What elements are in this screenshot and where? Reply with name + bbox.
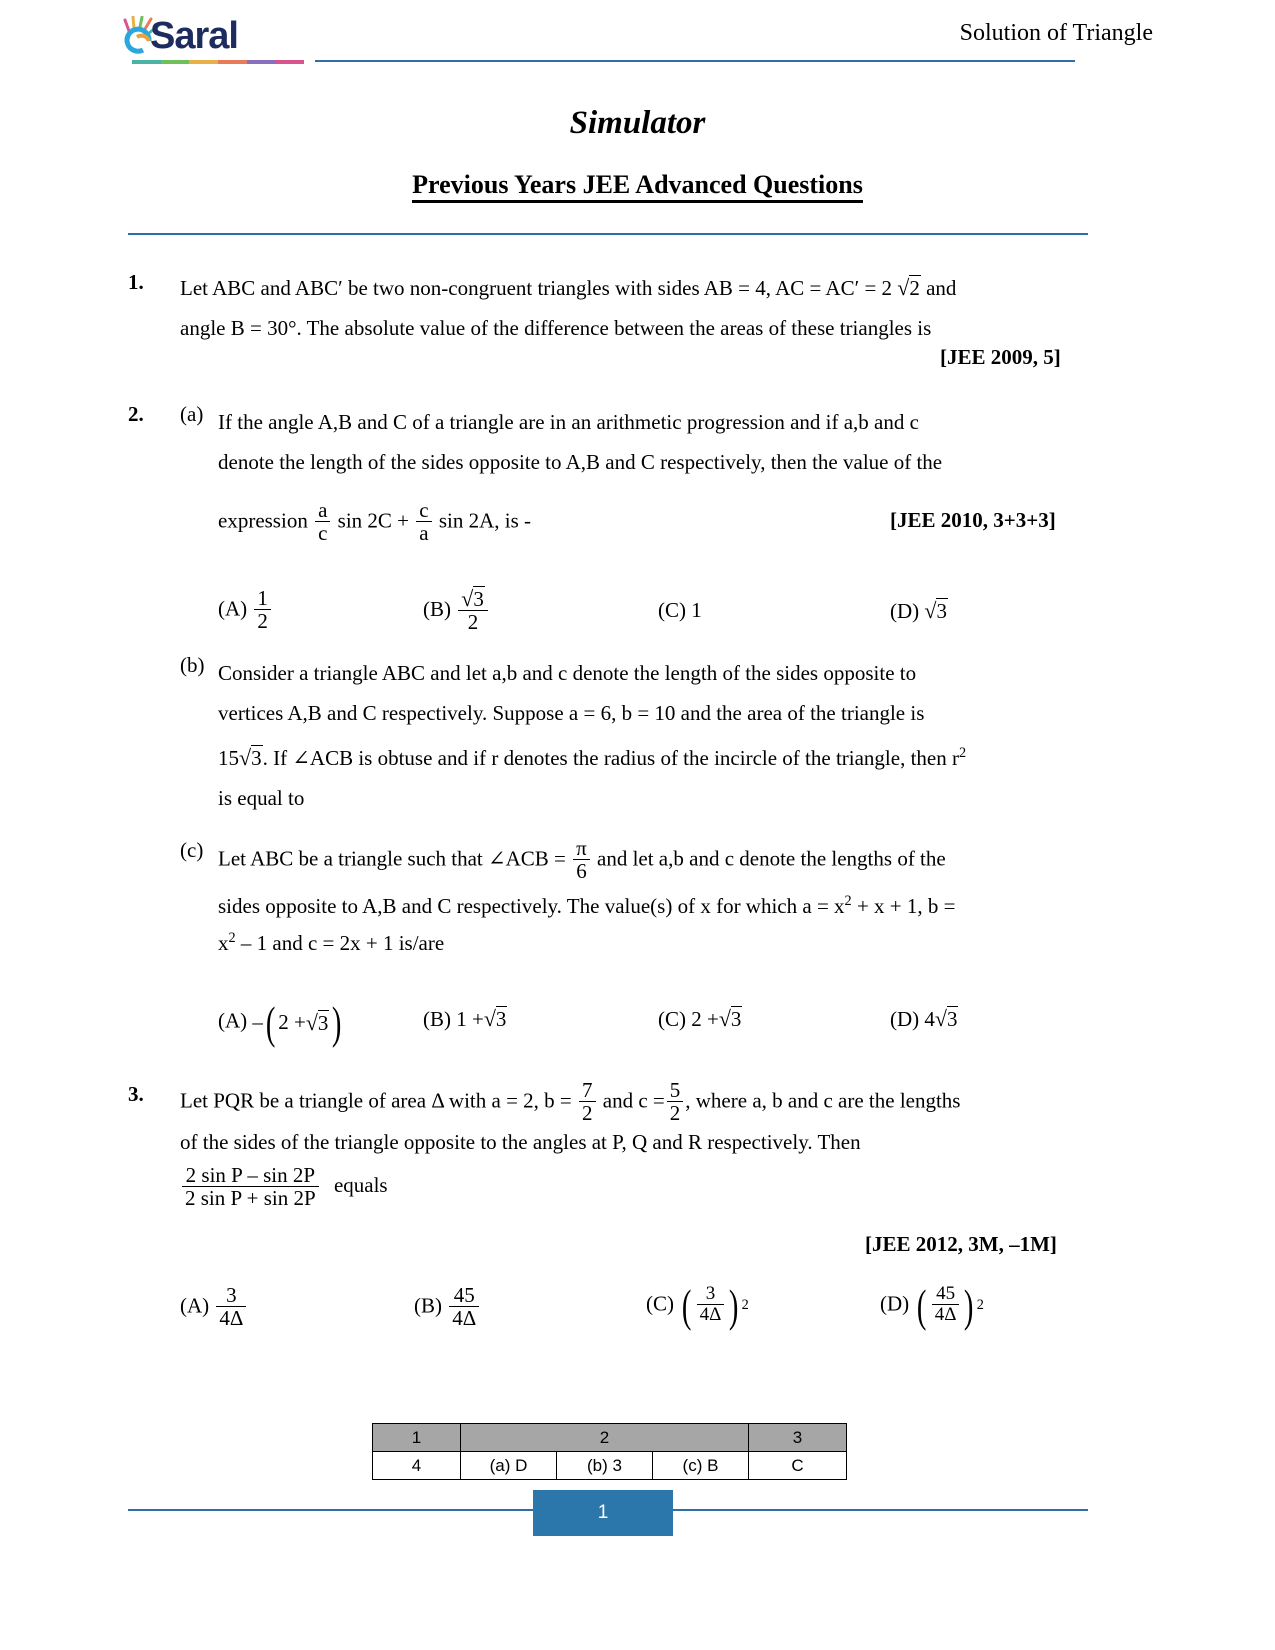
option-2a-B[interactable] (423, 588, 490, 634)
option-3-A[interactable] (180, 1285, 248, 1330)
option-2c-D-value: 4√3 (924, 1006, 958, 1031)
question-2a-text (218, 402, 1098, 482)
option-3-B-value: $\frac{45}{4\Delta}$ (449, 1284, 479, 1329)
q2b-line2: vertices A,B and C respectively. Suppose a = 6, b = 10 and the area of the triangle is (218, 701, 925, 725)
option-2a-D-value: √3 (924, 598, 947, 623)
option-2c-C-label: (C) (658, 1007, 686, 1031)
q3-frac-c: $\frac{5}{2}$ (667, 1079, 684, 1124)
question-2c-text (218, 838, 1098, 883)
option-3-C-label: (C) (646, 1291, 674, 1316)
q1-line1-a: Let ABC and ABC′ be two non-congruent triangles with sides AB = 4, AC = AC′ = 2 (180, 276, 893, 300)
question-2c-text-cont (218, 885, 1108, 959)
answer-header-3: 3 (749, 1424, 847, 1452)
answer-cell-2c: (c) B (653, 1452, 749, 1480)
q2a-expr-mid2: sin 2A (438, 508, 495, 533)
q3-line1-c: c = (638, 1088, 665, 1113)
q2a-expr-pre: expression (218, 508, 308, 533)
option-2c-C[interactable] (658, 1006, 742, 1032)
option-2c-C-value: 2 +√3 (691, 1006, 742, 1031)
page-number-badge: 1 (533, 1490, 673, 1536)
question-3-number: 3. (128, 1082, 144, 1106)
answer-cell-1: 4 (373, 1452, 461, 1480)
option-2c-B-label: (B) (423, 1007, 451, 1031)
question-2a-label: (a) (180, 402, 204, 426)
q3-line1-d: , where a, b and c are the lengths (685, 1088, 961, 1113)
q3-line1-b: and (602, 1088, 634, 1113)
q2a-frac-c-over-a: $\frac{c}{a}$ (416, 499, 431, 544)
question-1-text (180, 268, 1090, 348)
question-3-options (180, 1279, 1180, 1345)
answer-header-2: 2 (461, 1424, 749, 1452)
chapter-title: Solution of Triangle (959, 20, 1153, 46)
q2b-line3-post: . If ∠ACB is obtuse and if r denotes the radius of the incircle of the triangle, then r (262, 746, 959, 770)
question-3-text (180, 1080, 1100, 1125)
page-header (0, 8, 1275, 70)
q2a-line2: denote the length of the sides opposite to A,B and C respectively, then the value of the (218, 450, 943, 474)
q2c-line2-b: + x + 1, b = (851, 894, 956, 918)
q2b-line3-pre: 15 (218, 746, 239, 770)
option-3-D-label: (D) (880, 1291, 910, 1316)
esaral-logo[interactable] (120, 14, 305, 64)
option-2a-C[interactable] (658, 598, 702, 623)
question-1-reference: [JEE 2009, 5] (940, 345, 1061, 369)
q2c-line2-a: sides opposite to A,B and C respectively. The value(s) of x for which a = x (218, 894, 845, 918)
q2b-line4: is equal to (218, 786, 305, 810)
question-2a-expression (218, 500, 818, 545)
option-2a-B-value: $\frac{√3}{2}$ (458, 587, 488, 633)
answer-cell-2b: (b) 3 (557, 1452, 653, 1480)
q2c-x-squared-2: 2 (228, 930, 236, 946)
option-2c-D-label: (D) (890, 1007, 920, 1031)
q3-expr-fraction: $\frac{\text{2 sin P – sin 2P}}{\text{2 sin P + sin 2P}}$ (182, 1164, 319, 1209)
q3-expr-tail: equals (333, 1173, 388, 1198)
option-2a-A-label: (A) (218, 596, 248, 621)
option-3-D-value: ( $\frac{45}{4\Delta}$ ) 2 (917, 1279, 984, 1331)
option-2c-A-label: (A) (218, 1008, 248, 1033)
option-3-B[interactable] (414, 1285, 481, 1330)
question-3-reference: [JEE 2012, 3M, –1M] (865, 1232, 1057, 1256)
answer-cell-3: C (749, 1452, 847, 1480)
question-2a-options (218, 588, 1218, 638)
q2c-line1-pre: Let ABC be a triangle such that ∠ACB = (218, 846, 566, 871)
answer-key-table (372, 1423, 847, 1480)
option-2a-D-label: (D) (890, 599, 920, 623)
header-rule (315, 60, 1075, 62)
question-2c-label: (c) (180, 838, 204, 862)
option-2c-B-value: 1 +√3 (456, 1006, 507, 1031)
q2c-line3-b: – 1 and c = 2x + 1 is/are (235, 931, 445, 955)
option-2c-B[interactable] (423, 1006, 507, 1032)
q2c-frac-pi-over-6: $\frac{\pi}{6}$ (573, 837, 590, 882)
q3-line1-a: Let PQR be a triangle of area Δ with a = 2, b = (180, 1088, 572, 1113)
page-title: Simulator (569, 105, 706, 141)
option-2a-A-value: $\frac{1}{2}$ (254, 587, 271, 632)
logo-wordmark: Saral (150, 15, 238, 57)
question-2b-label: (b) (180, 653, 205, 677)
option-2c-A[interactable] (218, 997, 345, 1048)
q1-line1-b: and (926, 276, 957, 300)
q2a-expr-tail: , is - (494, 508, 532, 533)
q2a-line1: If the angle A,B and C of a triangle are in an arithmetic progression and if a,b and c (218, 410, 919, 434)
option-3-B-label: (B) (414, 1293, 442, 1318)
option-2a-C-label: (C) (658, 598, 686, 622)
answer-cell-2a: (a) D (461, 1452, 557, 1480)
q2a-frac-a-over-c: $\frac{a}{c}$ (315, 499, 330, 544)
q1-sqrt2: √2 (897, 275, 920, 300)
answer-table-row (373, 1452, 847, 1480)
option-2a-C-value: 1 (691, 598, 702, 622)
q2c-line1-post: and let a,b and c denote the lengths of the (597, 846, 946, 871)
option-3-D[interactable] (880, 1279, 984, 1331)
page-subtitle-text: Previous Years JEE Advanced Questions (412, 170, 863, 203)
question-3-line2: of the sides of the triangle opposite to the angles at P, Q and R respectively. Then (180, 1130, 861, 1154)
question-2-number: 2. (128, 402, 144, 426)
q3-frac-b: $\frac{7}{2}$ (579, 1079, 596, 1124)
question-3-expression (180, 1165, 388, 1210)
option-3-C-value: ( $\frac{3}{4\Delta}$ ) 2 (682, 1279, 749, 1331)
option-2a-A[interactable] (218, 588, 273, 633)
option-2a-D[interactable] (890, 598, 948, 624)
option-2c-A-value: – ( 2 + √3 ) (252, 997, 342, 1048)
option-2a-B-label: (B) (423, 596, 451, 621)
question-2b-text (218, 653, 1098, 818)
q2c-line3-a: x (218, 931, 229, 955)
page-subtitle (0, 170, 1275, 200)
q2b-line1: Consider a triangle ABC and let a,b and c denote the length of the sides opposite to (218, 661, 917, 685)
option-3-A-label: (A) (180, 1293, 210, 1318)
answer-header-1: 1 (373, 1424, 461, 1452)
question-2-reference: [JEE 2010, 3+3+3] (890, 508, 1056, 532)
q2b-sqrt3: √3 (239, 745, 262, 770)
option-2c-D[interactable] (890, 1006, 958, 1032)
q2a-expr-mid1: sin 2C + (337, 508, 410, 533)
q1-line2: angle B = 30°. The absolute value of the difference between the areas of these triangles is (180, 316, 932, 340)
question-2c-options (218, 997, 1218, 1050)
q2c-x-squared-1: 2 (844, 893, 852, 909)
option-3-A-value: $\frac{3}{4\Delta}$ (216, 1284, 246, 1329)
q2b-r-squared: 2 (958, 745, 967, 761)
logo-underline (132, 60, 304, 64)
title-rule (128, 233, 1088, 235)
option-3-C[interactable] (646, 1279, 749, 1331)
question-1-number: 1. (128, 270, 144, 294)
answer-table-header-row (373, 1424, 847, 1452)
